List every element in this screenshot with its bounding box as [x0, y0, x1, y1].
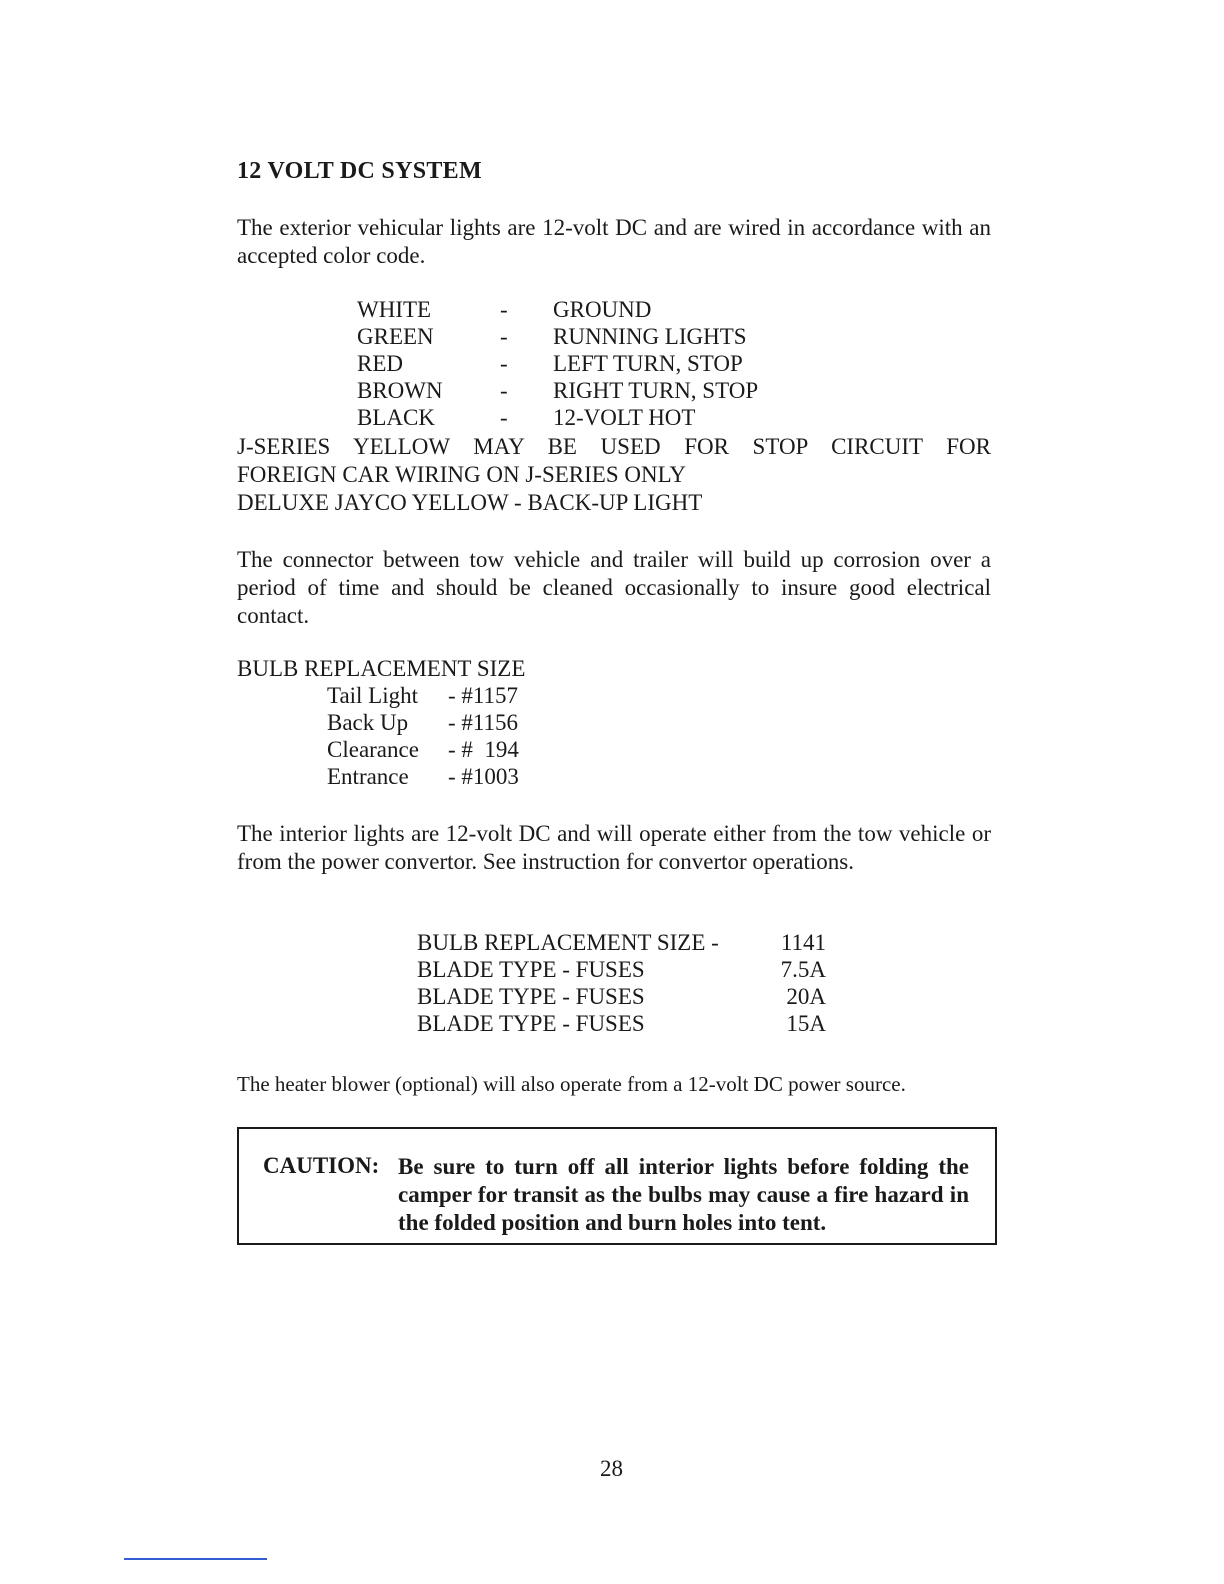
fuse-label: BLADE TYPE - FUSES: [417, 984, 645, 1009]
fuse-label: BULB REPLACEMENT SIZE -: [417, 930, 719, 955]
fuse-label: BLADE TYPE - FUSES: [417, 957, 645, 982]
connector-paragraph: The connector between tow vehicle and trailer will build up corrosion over a period of time and should be cleaned occasionally to insure good electrical contact.: [237, 547, 991, 628]
bulb-name: Back Up: [327, 710, 409, 735]
bulb-section-title: BULB REPLACEMENT SIZE: [237, 656, 526, 681]
color-code-dash: -: [500, 297, 508, 322]
color-code-dash: -: [500, 378, 508, 403]
caution-text: Be sure to turn off all interior lights before folding the camper for transit as the bulbs may cause a fire hazard in the folded position and burn holes into tent.: [398, 1154, 969, 1235]
heater-paragraph: The heater blower (optional) will also operate from a 12-volt DC power source.: [237, 1072, 906, 1096]
fuse-label: BLADE TYPE - FUSES: [417, 1011, 645, 1036]
color-code-color: GREEN: [357, 324, 434, 349]
color-code-color: BLACK: [357, 405, 435, 430]
wiring-note: DELUXE JAYCO YELLOW - BACK-UP LIGHT: [237, 490, 703, 515]
color-code-dash: -: [500, 351, 508, 376]
wiring-note: J-SERIES YELLOW MAY BE USED FOR STOP CIRCUIT FOR: [237, 434, 991, 459]
color-code-color: BROWN: [357, 378, 443, 403]
section-heading: 12 VOLT DC SYSTEM: [237, 158, 482, 184]
fuse-value: 15A: [786, 1011, 826, 1036]
color-code-meaning: RIGHT TURN, STOP: [553, 378, 759, 403]
color-code-meaning: GROUND: [553, 297, 652, 322]
bulb-name: Tail Light: [327, 683, 419, 708]
color-code-color: RED: [357, 351, 403, 376]
caution-box: [237, 1127, 997, 1245]
bulb-name: Clearance: [327, 737, 419, 762]
color-code-meaning: RUNNING LIGHTS: [553, 324, 747, 349]
color-code-dash: -: [500, 324, 508, 349]
interior-paragraph: The interior lights are 12-volt DC and will operate either from the tow vehicle or from the power convertor. See instruction for convertor operations.: [237, 821, 991, 874]
fuse-value: 1141: [780, 930, 826, 955]
fuse-value: 20A: [786, 984, 826, 1009]
bulb-name: Entrance: [327, 764, 409, 789]
color-code-color: WHITE: [357, 297, 432, 322]
page-number: 28: [600, 1456, 623, 1481]
bottom-rule: [124, 1558, 267, 1560]
bulb-value: - #1003: [448, 764, 519, 789]
color-code-meaning: LEFT TURN, STOP: [553, 351, 743, 376]
intro-paragraph: The exterior vehicular lights are 12-volt DC and are wired in accordance with an accepted color code.: [237, 215, 991, 268]
color-code-dash: -: [500, 405, 508, 430]
wiring-note: FOREIGN CAR WIRING ON J-SERIES ONLY: [237, 462, 686, 487]
wiring-notes: [237, 433, 991, 517]
bulb-value: - #1156: [448, 710, 519, 735]
bulb-value: - # 194: [448, 737, 519, 762]
bulb-value: - #1157: [448, 683, 519, 708]
fuse-value: 7.5A: [780, 957, 826, 982]
color-code-meaning: 12-VOLT HOT: [553, 405, 696, 430]
caution-label: CAUTION:: [263, 1153, 380, 1178]
